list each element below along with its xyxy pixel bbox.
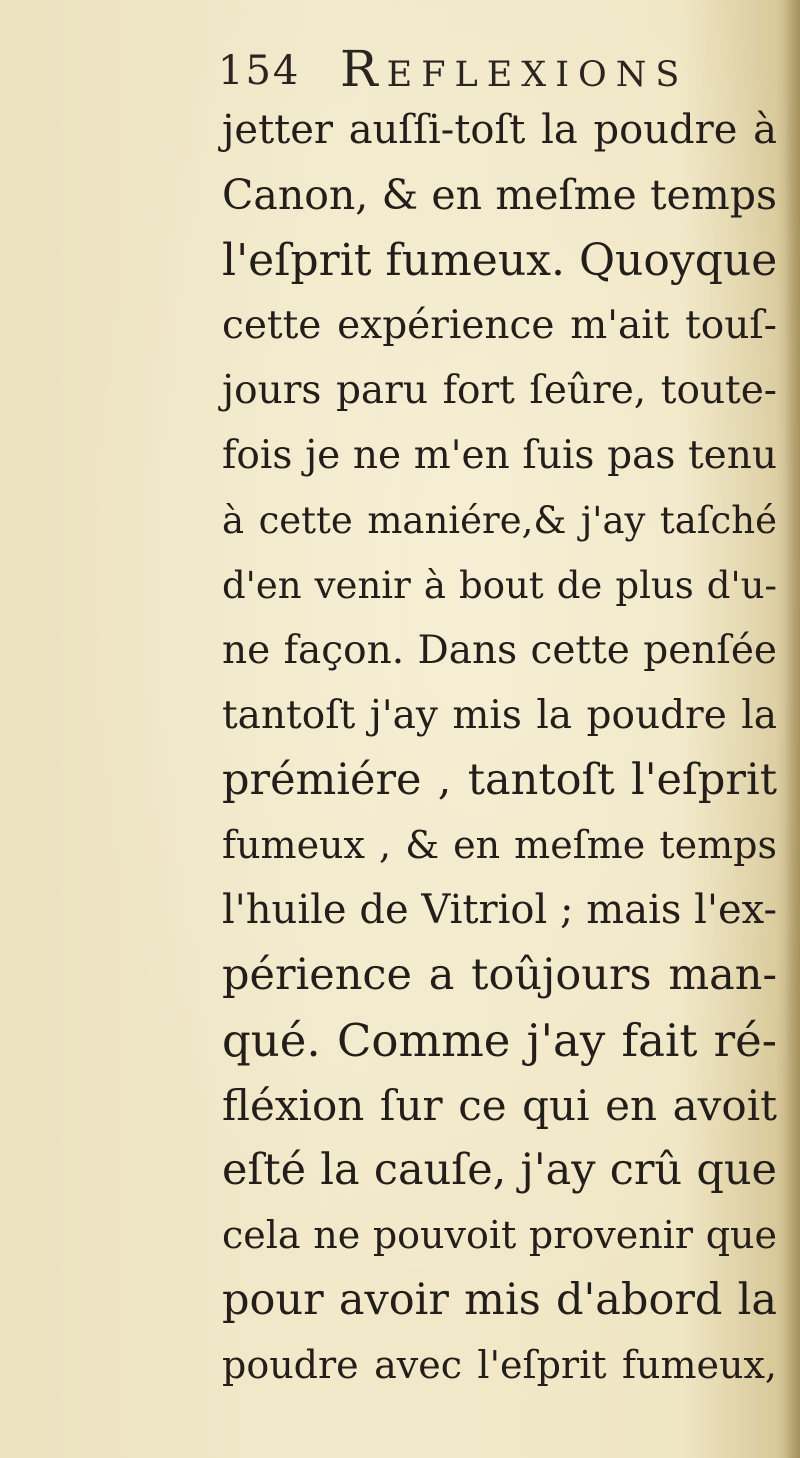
text-line: qué. Comme j'ay fait ré-: [222, 1014, 777, 1067]
text-line: prémiére , tantoſt l'eſprit: [222, 755, 777, 805]
text-line: fléxion ſur ce qui en avoit: [222, 1081, 777, 1130]
text-line: fois je ne m'en ſuis pas tenu: [222, 433, 777, 478]
text-line: périence a toûjours man-: [222, 950, 777, 1000]
page-edge-shadow: [784, 0, 800, 1458]
text-line: cette expérience m'ait touſ-: [222, 303, 777, 348]
text-line: l'huile de Vitriol ; mais l'ex-: [222, 887, 777, 933]
text-line: l'eſprit fumeux. Quoyque: [222, 235, 778, 286]
text-line: Canon, & en meſme temps: [222, 171, 777, 219]
text-line: jetter auſſi-toſt la poudre à: [222, 107, 777, 153]
text-line: fumeux , & en meſme temps: [222, 823, 777, 867]
running-head: [218, 40, 778, 100]
text-line: poudre avec l'eſprit fumeux,: [222, 1343, 777, 1387]
text-line: cela ne pouvoit provenir que: [222, 1213, 777, 1257]
text-line: pour avoir mis d'abord la: [222, 1275, 777, 1325]
text-line: d'en venir à bout de plus d'u-: [222, 564, 777, 607]
body-text: [222, 98, 777, 1398]
text-line: à cette maniére,& j'ay taſché: [222, 499, 777, 542]
page-number: 154: [218, 48, 301, 94]
running-head-title: Reflexions: [340, 40, 689, 98]
text-line: jours paru fort ſeûre, toute-: [222, 368, 777, 413]
text-line: tantoſt j'ay mis la poudre la: [222, 693, 777, 738]
text-line: ne façon. Dans cette penſée: [222, 628, 777, 673]
text-line: eſté la cauſe, j'ay crû que: [222, 1145, 777, 1195]
